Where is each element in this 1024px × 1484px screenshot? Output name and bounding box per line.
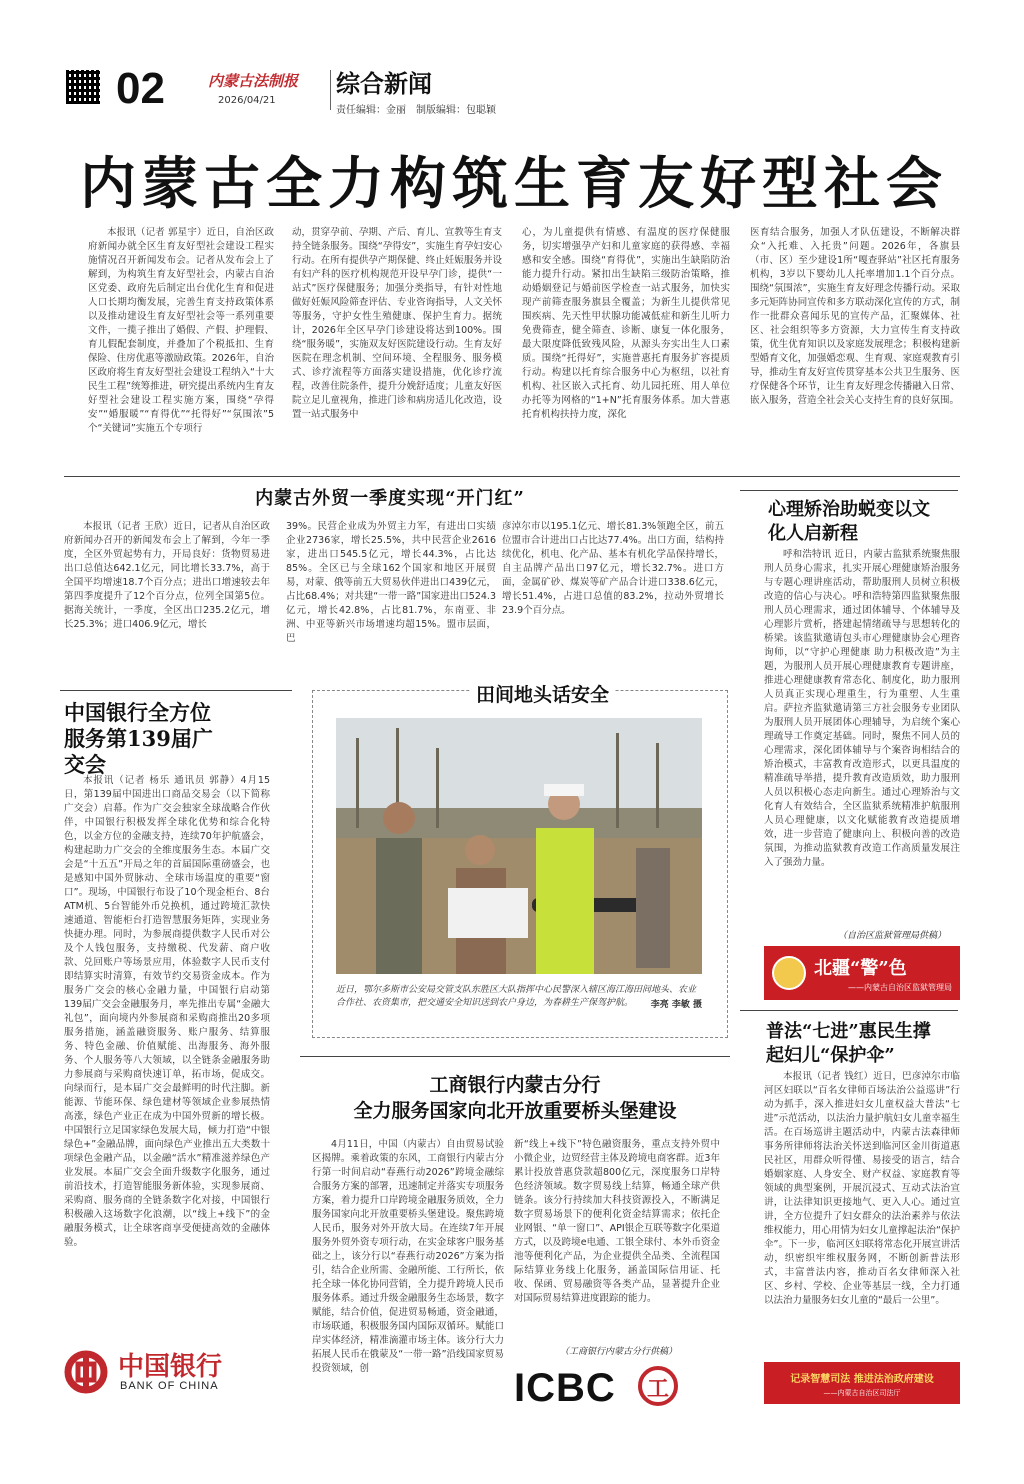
justice-banner-sub: ——内蒙古自治区司法厅 bbox=[823, 1389, 901, 1397]
psych-headline: 心理矫治助蜕变以文化人启新程 bbox=[768, 499, 930, 544]
icbc-headline-2: 全力服务国家向北开放重要桥头堡建设 bbox=[353, 1100, 677, 1122]
qr-code-icon[interactable] bbox=[66, 70, 100, 104]
main-article-col4: 医育结合服务，加强人才队伍建设，不断解决群众“入托难、入托贵”问题。2026年，各旗县（市、区）至少建设1所“嘎查驿站”社区托育服务机构，3岁以下婴幼儿人托率增加1.1个百分点。围绕“氛围浓”，实施生育友好理念传播行动。采取多元矩阵协同宣传和多方联动深化宣传的方式，制作一批群众喜闻乐见的宣传产品，汇聚媒体、社区、社会组织等多方资源，大力宣传生育支持政策，优生优育知识以及家庭发展理念；积极构建新型婚育文化，加强婚恋观、生育观、家庭观教育引导，推动生育友好宣传贯穿基本公共卫生服务、医疗保健各个环节，让生育友好理念传播融入日常、嵌入服务，营造全社会关心支持生育的良好氛围。 bbox=[750, 227, 960, 406]
psych-top-rule bbox=[740, 490, 958, 491]
icbc-headline-1: 工商银行内蒙古分行 bbox=[429, 1074, 601, 1096]
photo-title: 田间地头话安全 bbox=[470, 680, 615, 707]
prison-banner bbox=[764, 946, 960, 1000]
justice-banner-title: 记录智慧司法 推进法治政府建设 bbox=[790, 1374, 934, 1385]
boc-body: 本报讯（记者 杨乐 通讯员 郭静）4月15日，第139届中国进出口商品交易会（以下简称广交会）启幕。作为广交会独家全球战略合作伙伴，中国银行积极发挥全球化优势和综合化特色，以金方位的金融支持，连续70年护航盛会，构建起助力广交会的全维度服务生态。本届广交会是“十五五”开局之年的首届国际重磅盛会，也是感知中国外贸脉动、全球市场温度的重要“窗口”。现场，中国银行布设了10个现金柜台、8台ATM机、5台智能外币兑换机，通过跨境汇款快速通道、智能柜台打造智慧服务矩阵，实现业务快捷办理。同时，为参展商提供数字人民币对公及个人钱包服务，支持缴税、代发薪、商户收款、兑回账户等场景应用，体验数字人民币支付即结算实时清算，有效节约交易资金成本。作为服务广交会的核心金融力量，中国银行启动第139届广交会金融服务月，率先推出专属“金融大礼包”，面向境内外参展商和采购商推出20多项服务措施，涵盖融资服务、账户服务、结算服务、特色金融、价值赋能、出海服务、海外服务、个人服务等八大领域，以全链条金融服务助力参展商与采购商快速订单，拓市场，促成交。向绿而行，是本届广交会最鲜明的时代注脚。新能源、节能环保、绿色建材等领域企业参展热情高涨，绿色产业正在成为中国外贸新的增长极。中国银行立足国家绿色发展大局，倾力打造“中银绿色+”金融品牌，面向绿色产业推出五大类数十项绿色金融产品，以金融“活水”精准滋养绿色产业发展。本届广交会全面升级数字化服务，通过前沿技术，打造智能服务新体验，实现参展商、采购商、服务商的全链条数字化对接，中国银行积极融入这场数字化浪潮，以“线上+线下”的金融服务模式，让全球客商享受便捷高效的金融体验。 bbox=[64, 775, 270, 1248]
photo-caption: 近日，鄂尔多斯市公安局交管支队东胜区大队指挥中心民警深入辖区海江海田间地头、农业合作社、农资集市，把交通安全知识送到农户身边，为春耕生产保驾护航。 李亮 李敏 摄 bbox=[336, 985, 702, 1010]
icbc-logo-text: ICBC bbox=[514, 1366, 616, 1410]
boc-logo bbox=[64, 1346, 264, 1398]
photo-credit: 李亮 李敏 摄 bbox=[650, 1000, 702, 1010]
boc-logo-cn: 中国银行 bbox=[118, 1352, 223, 1382]
law-headline: 普法“七进”惠民生撑起妇儿“保护伞” bbox=[766, 1021, 931, 1066]
icbc-logo bbox=[514, 1366, 714, 1412]
boc-emblem-icon bbox=[64, 1350, 108, 1394]
main-headline: 内蒙古全力构筑生育友好型社会 bbox=[80, 151, 948, 217]
icbc-col1: 4月11日，中国（内蒙古）自由贸易试验区揭牌。乘着政策的东风，工商银行内蒙古分行第一时间启动“春燕行动2026”跨境金融综合服务方案的部署，迅速制定并落实专项服务方案，着力提升口岸跨境金融服务质效，全力服务国家向北开放重要桥头堡建设。聚焦跨境人民币，服务对外开放大局。在连续7年开展服务外贸外资专项行动，在实金球客户服务基础之上，该分行以“春燕行动2026”方案为指引，结合企业所需、金融所能、工行所长，依托全球一体化协同营销，全力提升跨境人民币服务体系。通过升级金融服务生态场景，数字赋能，结合价值，促进贸易畅通，资金融通，市场联通，积极服务国内国际双循环。赋能口岸实体经济，精准滴灌市场主体。该分行大力拓展人民币在俄蒙及“一带一路”沿线国家贸易投资领域，创 bbox=[312, 1139, 504, 1374]
boc-headline: 中国银行全方位服务第139届广交会 bbox=[64, 700, 213, 777]
justice-banner bbox=[764, 1362, 960, 1404]
section-title: 综合新闻 bbox=[336, 69, 432, 98]
editor-credits: 责任编辑：金丽 制版编辑：包聪颖 bbox=[336, 105, 496, 116]
main-bottom-rule bbox=[64, 476, 960, 477]
masthead-logo: 内蒙古法制报 bbox=[208, 72, 299, 90]
icbc-credit: （工商银行内蒙古分行供稿） bbox=[560, 1347, 678, 1357]
icbc-top-rule bbox=[300, 1056, 730, 1057]
issue-date: 2026/04/21 bbox=[218, 95, 276, 106]
law-body: 本报讯（记者 钱红）近日，巴彦淖尔市临河区妇联以“百名女律师百场法治公益巡讲”行动为抓手，深入推进妇女儿童权益大普法“七进”示范活动，以法治力量护航妇女儿童幸福生活。在百场巡讲主题活动中，内蒙古法森律师事务所律师将法治关怀送到临河区金川街道惠民社区，用群众听得懂、易接受的语言，结合婚姻家庭、人身安全、财产权益、家庭教育等领域的典型案例，开展沉浸式、互动式法治宣讲，让法律知识更接地气、更入人心。通过宣讲，全方位提升了妇女群众的法治素养与依法维权能力，用心用情为妇女儿童撑起法治“保护伞”。下一步，临河区妇联将常态化开展宣讲活动，织密织牢维权服务网，不断创新普法形式，丰富普法内容，推动百名女律师深入社区、乡村、学校、企业等基层一线，全力打通以法治力量服务妇女儿童的“最后一公里”。 bbox=[764, 1071, 960, 1306]
trade-col1: 本报讯（记者 王欣）近日，记者从自治区政府新闻办召开的新闻发布会上了解到，今年一季度，全区外贸起势有力，开局良好：货物贸易进出口总值达642.1亿元，同比增长33.7%，高于全国平均增速18.7个百分点；进出口增速较去年第四季度提升了12个百分点，位列全国第5位。据海关统计，一季度，全区出口235.2亿元，增长25.3%；进口406.9亿元，增长 bbox=[64, 521, 270, 630]
psych-body: 呼和浩特讯 近日，内蒙古监狱系统聚焦服刑人员身心需求，扎实开展心理健康矫治服务与专题心理讲座活动，帮助服刑人员树立积极改造的信心与决心。呼和浩特第四监狱聚焦服刑人员心理需求，通过团体辅导、个体辅导及心理影片赏析，搭建起情绪疏导与思想转化的桥梁。该监狱邀请包头市心理健康协会心理咨询师，以“守护心理健康 助力积极改造”为主题，为服刑人员开展心理健康教育专题讲座，推进心理健康教育常态化、制度化，助力服刑人员真正实现心理重生，行为重塑、人生重启。萨拉齐监狱邀请第三方社会服务专业团队为服刑人员开展团体心理辅导，为启统个案心理疏导工作奠定基础。同时，聚焦不同人员的心理需求，深化团体辅导与个案咨询相结合的矫治模式，丰富教育改造形式，以更具温度的精准疏导举措，提升教育改造质效，助力服刑人员以积极心态走向新生。通过心理矫治与文化育人有效结合，全区监狱系统精准护航服刑人员心理健康，以文化赋能教育改造提质增效，进一步营造了健康向上、积极向善的改造氛围，为推动监狱教育改造工作高质量发展注入了强劲力量。 bbox=[764, 549, 960, 868]
prison-banner-title: 北疆“警”色 bbox=[814, 958, 907, 979]
trade-col2: 39%。民营企业成为外贸主力军，有进出口实绩企业2736家，增长25.5%，共中民营企业2616家，进出口545.5亿元，增长44.3%，占比达85%。全区已与全球162个国家和地区开展贸易，对蒙、俄等前五大贸易伙伴进出口439亿元，占比68.4%；对共建“一带一路”国家进出口524.3亿元，增长42.8%，占比81.7%，东南亚、非洲、中亚等新兴市场增速均超15%。盟市层面，巴 bbox=[286, 521, 496, 644]
boc-logo-en: BANK OF CHINA bbox=[120, 1380, 219, 1392]
trade-col3: 彦淖尔市以195.1亿元、增长81.3%领跑全区，前五位盟市合计进出口占比达77.4%。出口方面，结构持续优化，机电、化产品、基本有机化学品保持增长，自主品牌产品出口97亿元，增长32.7%。进口方面，金属矿砂、煤炭等矿产品合计进口338.6亿元，增长51.4%，占进口总值的83.2%，拉动外贸增长23.9个百分点。 bbox=[502, 521, 724, 616]
icbc-col2: 新“线上+线下”特色融资服务，重点支持外贸中小微企业，边贸经营主体及跨境电商客群。近3年累计投放普惠贷款超800亿元，深度服务口岸特色经济领域。数字贸易线上结算，畅通全球产供链条。该分行持续加大科技资源投入，不断满足数字贸易场景下的便利化资金结算需求；依托企业网银、“单一窗口”、API银企互联等数字化渠道方式，以及跨境e电通、工银全球付、本外币资金池等便利化产品，为企业提供全品类、全流程国际结算业务线上化服务，涵盖国际信用证、托收、保函、贸易融资等各类产品，显著提升企业对国际贸易结算进度跟踪的能力。 bbox=[514, 1139, 720, 1304]
page-number: 02 bbox=[116, 64, 165, 113]
header-divider bbox=[330, 70, 331, 110]
prison-banner-sub: ——内蒙古自治区监狱管理局 bbox=[848, 983, 952, 992]
trade-headline: 内蒙古外贸一季度实现“开门红” bbox=[255, 488, 525, 509]
law-top-rule bbox=[740, 1010, 958, 1011]
police-badge-icon bbox=[772, 956, 806, 990]
main-article-col3: 心，为儿童提供有情感、有温度的医疗保健服务，切实增强孕产妇和儿童家庭的获得感、幸福感和安全感。围绕“育得优”，实施出生缺陷防治能力提升行动。紧扣出生缺陷三级防治策略，推动婚姻登记与婚前医学检查一站式服务，加快实现产前筛查服务旗县全覆盖；为新生儿提供常见围疾病、先天性甲状腺功能减低症和新生儿听力免费筛查，健全筛查、诊断、康复一体化服务，最大限度降低致残风险，从源头夯实出生人口素质。围绕“托得好”，实施普惠托育服务扩容提质行动。构建以托育综合服务中心为枢纽，以社育机构、社区嵌入式托育、幼儿园托班、用人单位办托等为网格的“1+N”托育服务体系。加大普惠托育机构扶持力度，深化 bbox=[522, 227, 730, 420]
main-article-col1: 本报讯（记者 郭星宇）近日，自治区政府新闻办就全区生育友好型社会建设工程实施情况召开新闻发布会。记者从发布会上了解到，为构筑生育友好型社会，内蒙古自治区党委、政府先后制定出台优化生育和促进人口长期均衡发展，完善生育支持政策体系以及推动建设生育友好型社会等一系列重要文件，一揽子推出了婚假、产假、护理假、育儿假配套制度，并叠加了个税抵扣、生育保险、住房优惠等激励政策。2026年，自治区政府将生育友好型社会建设工程纳入“十大民生工程”统筹推进，研究提出系统内生育友好型社会建设工程实施方案，围绕“孕得安”“婚服暖”“育得优”“托得好”“氛围浓”5个“关键词”实施五个专项行 bbox=[88, 227, 274, 434]
icbc-seal-icon: 工 bbox=[638, 1366, 678, 1406]
news-photo[interactable] bbox=[336, 718, 702, 974]
main-article-col2: 动，贯穿孕前、孕期、产后、育儿、宣教等生育支持全链条服务。围绕“孕得安”，实施生育孕妇安心行动。在所有提供孕产期保健、终止妊娠服务并设有妇产科的医疗机构规范开设早孕门诊，提供“一站式”医疗保健服务；加强分类指导，有针对性地做好妊娠风险筛查评估、专业咨询指导，人文关怀等服务，守护女性生殖健康、保护生育力。据统计，2026年全区早孕门诊建设将达到100%。围绕“服务暖”，实施双友好医院建设行动。生育友好医院在理念机制、空间环境、全程服务、服务模式、诊疗流程等方面落实建设措施，优化诊疗流程，改善住院条件，提升分娩舒适度；儿童友好医院立足儿童视角，推进门诊和病房适儿化改造，设置一站式服务中 bbox=[292, 227, 502, 420]
psych-credit: （自治区监狱管理局供稿） bbox=[838, 931, 947, 941]
boc-top-rule bbox=[60, 690, 292, 691]
